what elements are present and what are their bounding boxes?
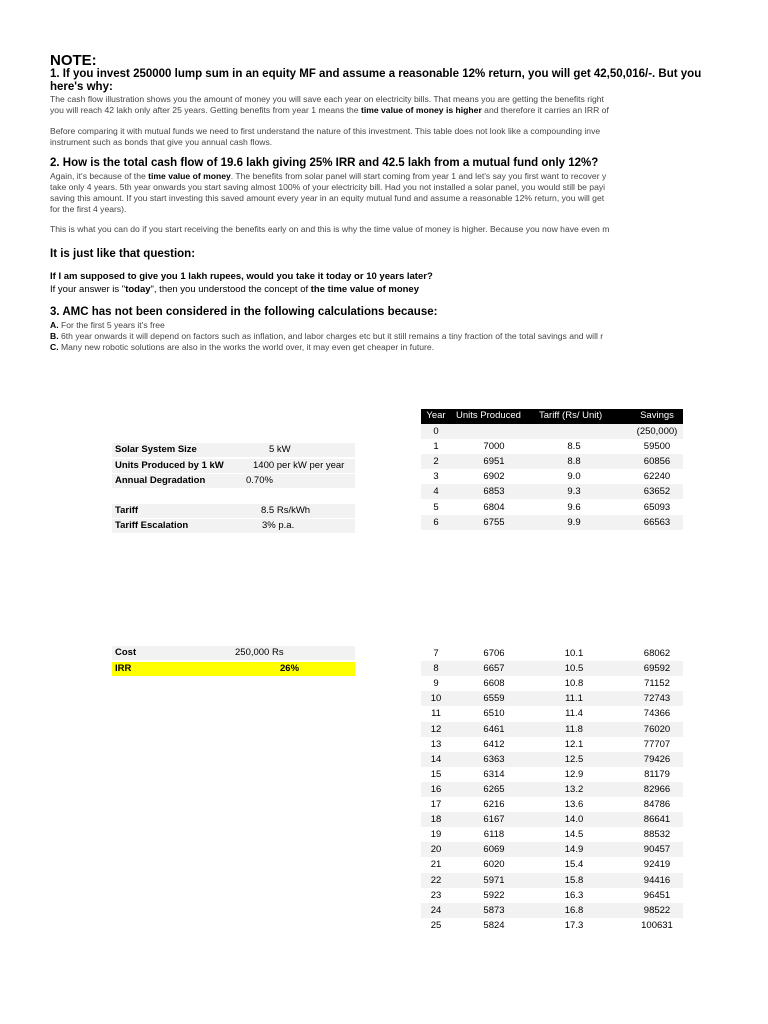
param-label: Annual Degradation [115, 475, 206, 486]
param-value: 5 kW [269, 444, 291, 455]
heading-heres-why: here's why: [50, 81, 113, 93]
param-value: 8.5 Rs/kWh [261, 505, 311, 516]
header-savings: Savings [640, 410, 674, 421]
text-segment: Again, it's because of the [50, 171, 149, 181]
cell-year: 24 [430, 904, 442, 916]
cell-year: 8 [433, 663, 439, 675]
cell-units: 6167 [483, 814, 505, 826]
cell-year: 9 [433, 678, 439, 690]
text-segment: you will reach 42 lakh only after 25 years. Getting benefits from year 1 means the [50, 105, 361, 115]
cell-units: 6265 [483, 783, 505, 795]
cell-tariff: 13.2 [564, 783, 584, 795]
cell-tariff: 14.0 [564, 814, 584, 826]
cell-savings: 82966 [643, 783, 671, 795]
table-row [421, 706, 683, 721]
cell-savings: 65093 [643, 501, 671, 513]
text-bold: today [125, 284, 151, 295]
table-row [421, 484, 683, 499]
text-bold: time value of money [148, 171, 231, 181]
amc-point-a [50, 320, 695, 331]
cell-tariff: 9.6 [567, 501, 581, 513]
table-row [421, 903, 683, 918]
cell-year: 4 [433, 486, 439, 498]
cell-tariff: 8.5 [567, 441, 581, 453]
cell-tariff: 17.3 [564, 919, 584, 931]
table-row [421, 752, 683, 767]
table-row [421, 515, 683, 530]
cell-units: 5873 [483, 904, 505, 916]
amc-point-c [50, 342, 695, 353]
cell-savings: 100631 [641, 919, 673, 931]
cell-units: 7000 [483, 441, 505, 453]
para-benefits-early: This is what you can do if you start receiving the benefits early on and this is why the time value of money is higher. Because you now have even m [50, 224, 610, 234]
cell-savings: 72743 [643, 693, 671, 705]
cell-savings: 96451 [643, 889, 671, 901]
cell-units: 6118 [483, 829, 505, 841]
cell-tariff: 9.0 [567, 471, 581, 483]
cell-units: 6902 [483, 471, 505, 483]
param-units-produced [112, 459, 355, 473]
header-year: Year [426, 410, 446, 421]
table-row [421, 646, 683, 661]
cell-savings: 94416 [643, 874, 671, 886]
cell-savings: 76020 [643, 723, 671, 735]
heading-amc: 3. AMC has not been considered in the following calculations because: [50, 306, 438, 318]
header-tariff: Tariff (Rs/ Unit) [539, 410, 603, 421]
table-header [421, 409, 683, 424]
cell-year: 13 [430, 738, 442, 750]
param-value: 250,000 Rs [235, 647, 284, 658]
param-label: Solar System Size [115, 444, 197, 455]
cell-year: 15 [430, 768, 442, 780]
table-row [421, 812, 683, 827]
text-bold: the time value of money [310, 284, 419, 295]
cell-savings: 90457 [643, 844, 671, 856]
cell-units: 6804 [483, 501, 505, 513]
cell-tariff: 15.4 [564, 859, 584, 871]
cell-savings: 68062 [643, 648, 671, 659]
cell-units: 5824 [483, 919, 505, 931]
table-row [421, 500, 683, 515]
table-row [421, 661, 683, 676]
cell-tariff: 16.3 [564, 889, 584, 901]
cell-savings: 66563 [643, 516, 671, 528]
param-label: Tariff Escalation [115, 520, 189, 531]
cell-units: 6069 [483, 844, 505, 856]
cell-tariff: 11.1 [565, 693, 583, 705]
heading-irr-question: 2. How is the total cash flow of 19.6 lakh giving 25% IRR and 42.5 lakh from a mutual fund only 12%? [50, 157, 599, 169]
point-label: B. [50, 331, 59, 341]
param-label: Cost [115, 647, 137, 658]
cell-units: 6412 [483, 738, 505, 750]
point-label: C. [50, 342, 59, 352]
cell-savings: 84786 [643, 799, 671, 810]
param-value: 26% [280, 663, 300, 674]
cell-savings: 88532 [643, 829, 671, 841]
cell-units: 6608 [483, 678, 505, 690]
cell-year: 16 [430, 783, 442, 795]
param-label: IRR [115, 663, 132, 674]
para-cash-flow-2 [50, 105, 695, 116]
table-row [421, 737, 683, 752]
cell-units: 6363 [483, 753, 505, 765]
text-segment: 6th year onwards it will depend on factors such as inflation, and labor charges etc but it still remains a tiny fraction of the total savings and will r [58, 331, 604, 341]
header-units: Units Produced [456, 410, 521, 421]
cell-units: 6314 [483, 768, 505, 780]
table-row [421, 782, 683, 797]
table-row [421, 722, 683, 737]
cell-tariff: 13.6 [564, 799, 584, 810]
cell-savings: 62240 [643, 471, 671, 483]
point-label: A. [50, 320, 59, 330]
param-value: 1400 per kW per year [253, 460, 345, 471]
cell-tariff: 9.9 [567, 516, 581, 528]
para-compare-1: Before comparing it with mutual funds we need to first understand the nature of this investment. This table does not look like a compounding inve [50, 126, 601, 136]
text-bold: time value of money is higher [360, 105, 482, 115]
param-label: Tariff [115, 505, 139, 516]
para-again-1 [50, 171, 695, 182]
cell-savings: 59500 [643, 441, 671, 453]
cell-tariff: 16.8 [564, 904, 584, 916]
heading-like-that-question: It is just like that question: [50, 248, 196, 260]
cell-savings: 79426 [643, 753, 671, 765]
table-row [421, 842, 683, 857]
question-1-lakh: If I am supposed to give you 1 lakh rupees, would you take it today or 10 years later? [50, 271, 433, 282]
cell-tariff: 15.8 [564, 874, 584, 886]
param-system-size [112, 443, 355, 457]
note-title: NOTE: [50, 52, 97, 69]
text-segment: and therefore it carries an IRR of [481, 105, 609, 115]
cell-tariff: 8.8 [567, 456, 581, 468]
cell-savings: 71152 [644, 678, 670, 690]
param-irr [112, 662, 355, 676]
cell-tariff: 14.9 [564, 844, 584, 856]
cell-tariff: 12.9 [564, 768, 584, 780]
table-row [421, 469, 683, 484]
cell-year: 14 [430, 753, 442, 765]
cell-year: 20 [430, 844, 442, 856]
cell-savings: (250,000) [636, 426, 678, 437]
cell-tariff: 11.4 [565, 708, 583, 720]
cell-year: 10 [430, 693, 442, 705]
cell-year: 21 [430, 859, 442, 871]
cell-year: 25 [430, 919, 442, 931]
cell-tariff: 10.1 [564, 648, 584, 659]
table-row [421, 767, 683, 782]
table-row [421, 439, 683, 454]
table-row [421, 676, 683, 691]
table-row [421, 797, 683, 812]
cell-tariff: 14.5 [564, 829, 584, 841]
cell-savings: 81179 [644, 768, 670, 780]
param-value: 3% p.a. [262, 520, 295, 531]
table-row [421, 691, 683, 706]
text-segment: Many new robotic solutions are also in the works the world over, it may even get cheaper in future. [58, 342, 435, 352]
param-degradation [112, 474, 355, 488]
cell-year: 3 [433, 471, 439, 483]
heading-lump-sum: 1. If you invest 250000 lump sum in an equity MF and assume a reasonable 12% return, you will get 42,50,016/-. But you [50, 68, 702, 80]
cell-savings: 69592 [643, 663, 671, 675]
cell-year: 7 [433, 648, 439, 659]
para-again-2: take only 4 years. 5th year onwards you start saving almost 100% of your electricity bill. Had you not installed a solar panel, you would still be payi [50, 182, 606, 192]
cell-savings: 92419 [643, 859, 671, 871]
cell-units: 6216 [483, 799, 505, 810]
cell-units: 6510 [483, 708, 505, 720]
cell-tariff: 11.8 [565, 723, 583, 735]
cell-savings: 60856 [643, 456, 671, 468]
text-segment: If your answer is " [50, 284, 126, 295]
cell-savings: 86641 [643, 814, 671, 826]
param-tariff [112, 504, 355, 518]
para-cash-flow-1: The cash flow illustration shows you the amount of money you will save each year on electricity bills. That means you are getting the benefits right [50, 94, 604, 104]
param-value: 0.70% [246, 475, 273, 486]
table-row [421, 857, 683, 872]
table-row [421, 424, 683, 439]
cell-units: 6559 [483, 693, 505, 705]
param-label: Units Produced by 1 kW [115, 460, 224, 471]
cell-year: 12 [430, 723, 442, 735]
cell-units: 6853 [483, 486, 505, 498]
cell-year: 17 [430, 799, 442, 810]
cell-units: 6461 [483, 723, 505, 735]
table-row [421, 918, 683, 933]
text-segment: ", then you understood the concept of [150, 284, 311, 295]
amc-point-b [50, 331, 695, 342]
cell-year: 5 [433, 501, 439, 513]
cell-savings: 63652 [643, 486, 671, 498]
cell-units: 6706 [483, 648, 505, 659]
cell-units: 6657 [483, 663, 505, 675]
text-segment: . The benefits from solar panel will start coming from year 1 and let's say you first want to recover y [230, 171, 607, 181]
cell-year: 6 [433, 516, 439, 528]
cell-year: 0 [433, 426, 439, 437]
answer-today [50, 284, 419, 295]
cell-year: 19 [430, 829, 442, 841]
cell-year: 22 [430, 874, 442, 886]
text-segment: For the first 5 years it's free [58, 320, 165, 330]
cell-year: 1 [433, 441, 439, 453]
table-row [421, 873, 683, 888]
cell-year: 11 [431, 708, 441, 720]
para-again-4: for the first 4 years). [50, 204, 127, 214]
cell-savings: 77707 [643, 738, 671, 750]
cell-year: 2 [433, 456, 439, 468]
cell-tariff: 12.1 [564, 738, 584, 750]
cell-savings: 74366 [643, 708, 671, 720]
cell-tariff: 12.5 [564, 753, 584, 765]
cell-tariff: 9.3 [567, 486, 581, 498]
table-row [421, 888, 683, 903]
cell-units: 6755 [483, 516, 505, 528]
para-again-3: saving this amount. If you start investing this saved amount every year in an equity mutual fund and assume a reasonable 12% return, you will get [50, 193, 605, 203]
cell-units: 6020 [483, 859, 505, 871]
param-tariff-escalation [112, 519, 355, 533]
table-row [421, 454, 683, 469]
cell-year: 18 [430, 814, 442, 826]
table-row [421, 827, 683, 842]
param-cost [112, 646, 355, 660]
cell-units: 5922 [483, 889, 505, 901]
para-compare-2: instrument such as bonds that give you annual cash flows. [50, 137, 273, 147]
cell-tariff: 10.8 [564, 678, 584, 690]
cell-tariff: 10.5 [564, 663, 584, 675]
cell-units: 5971 [483, 874, 505, 886]
cell-units: 6951 [483, 456, 505, 468]
cell-savings: 98522 [643, 904, 671, 916]
cell-year: 23 [430, 889, 442, 901]
